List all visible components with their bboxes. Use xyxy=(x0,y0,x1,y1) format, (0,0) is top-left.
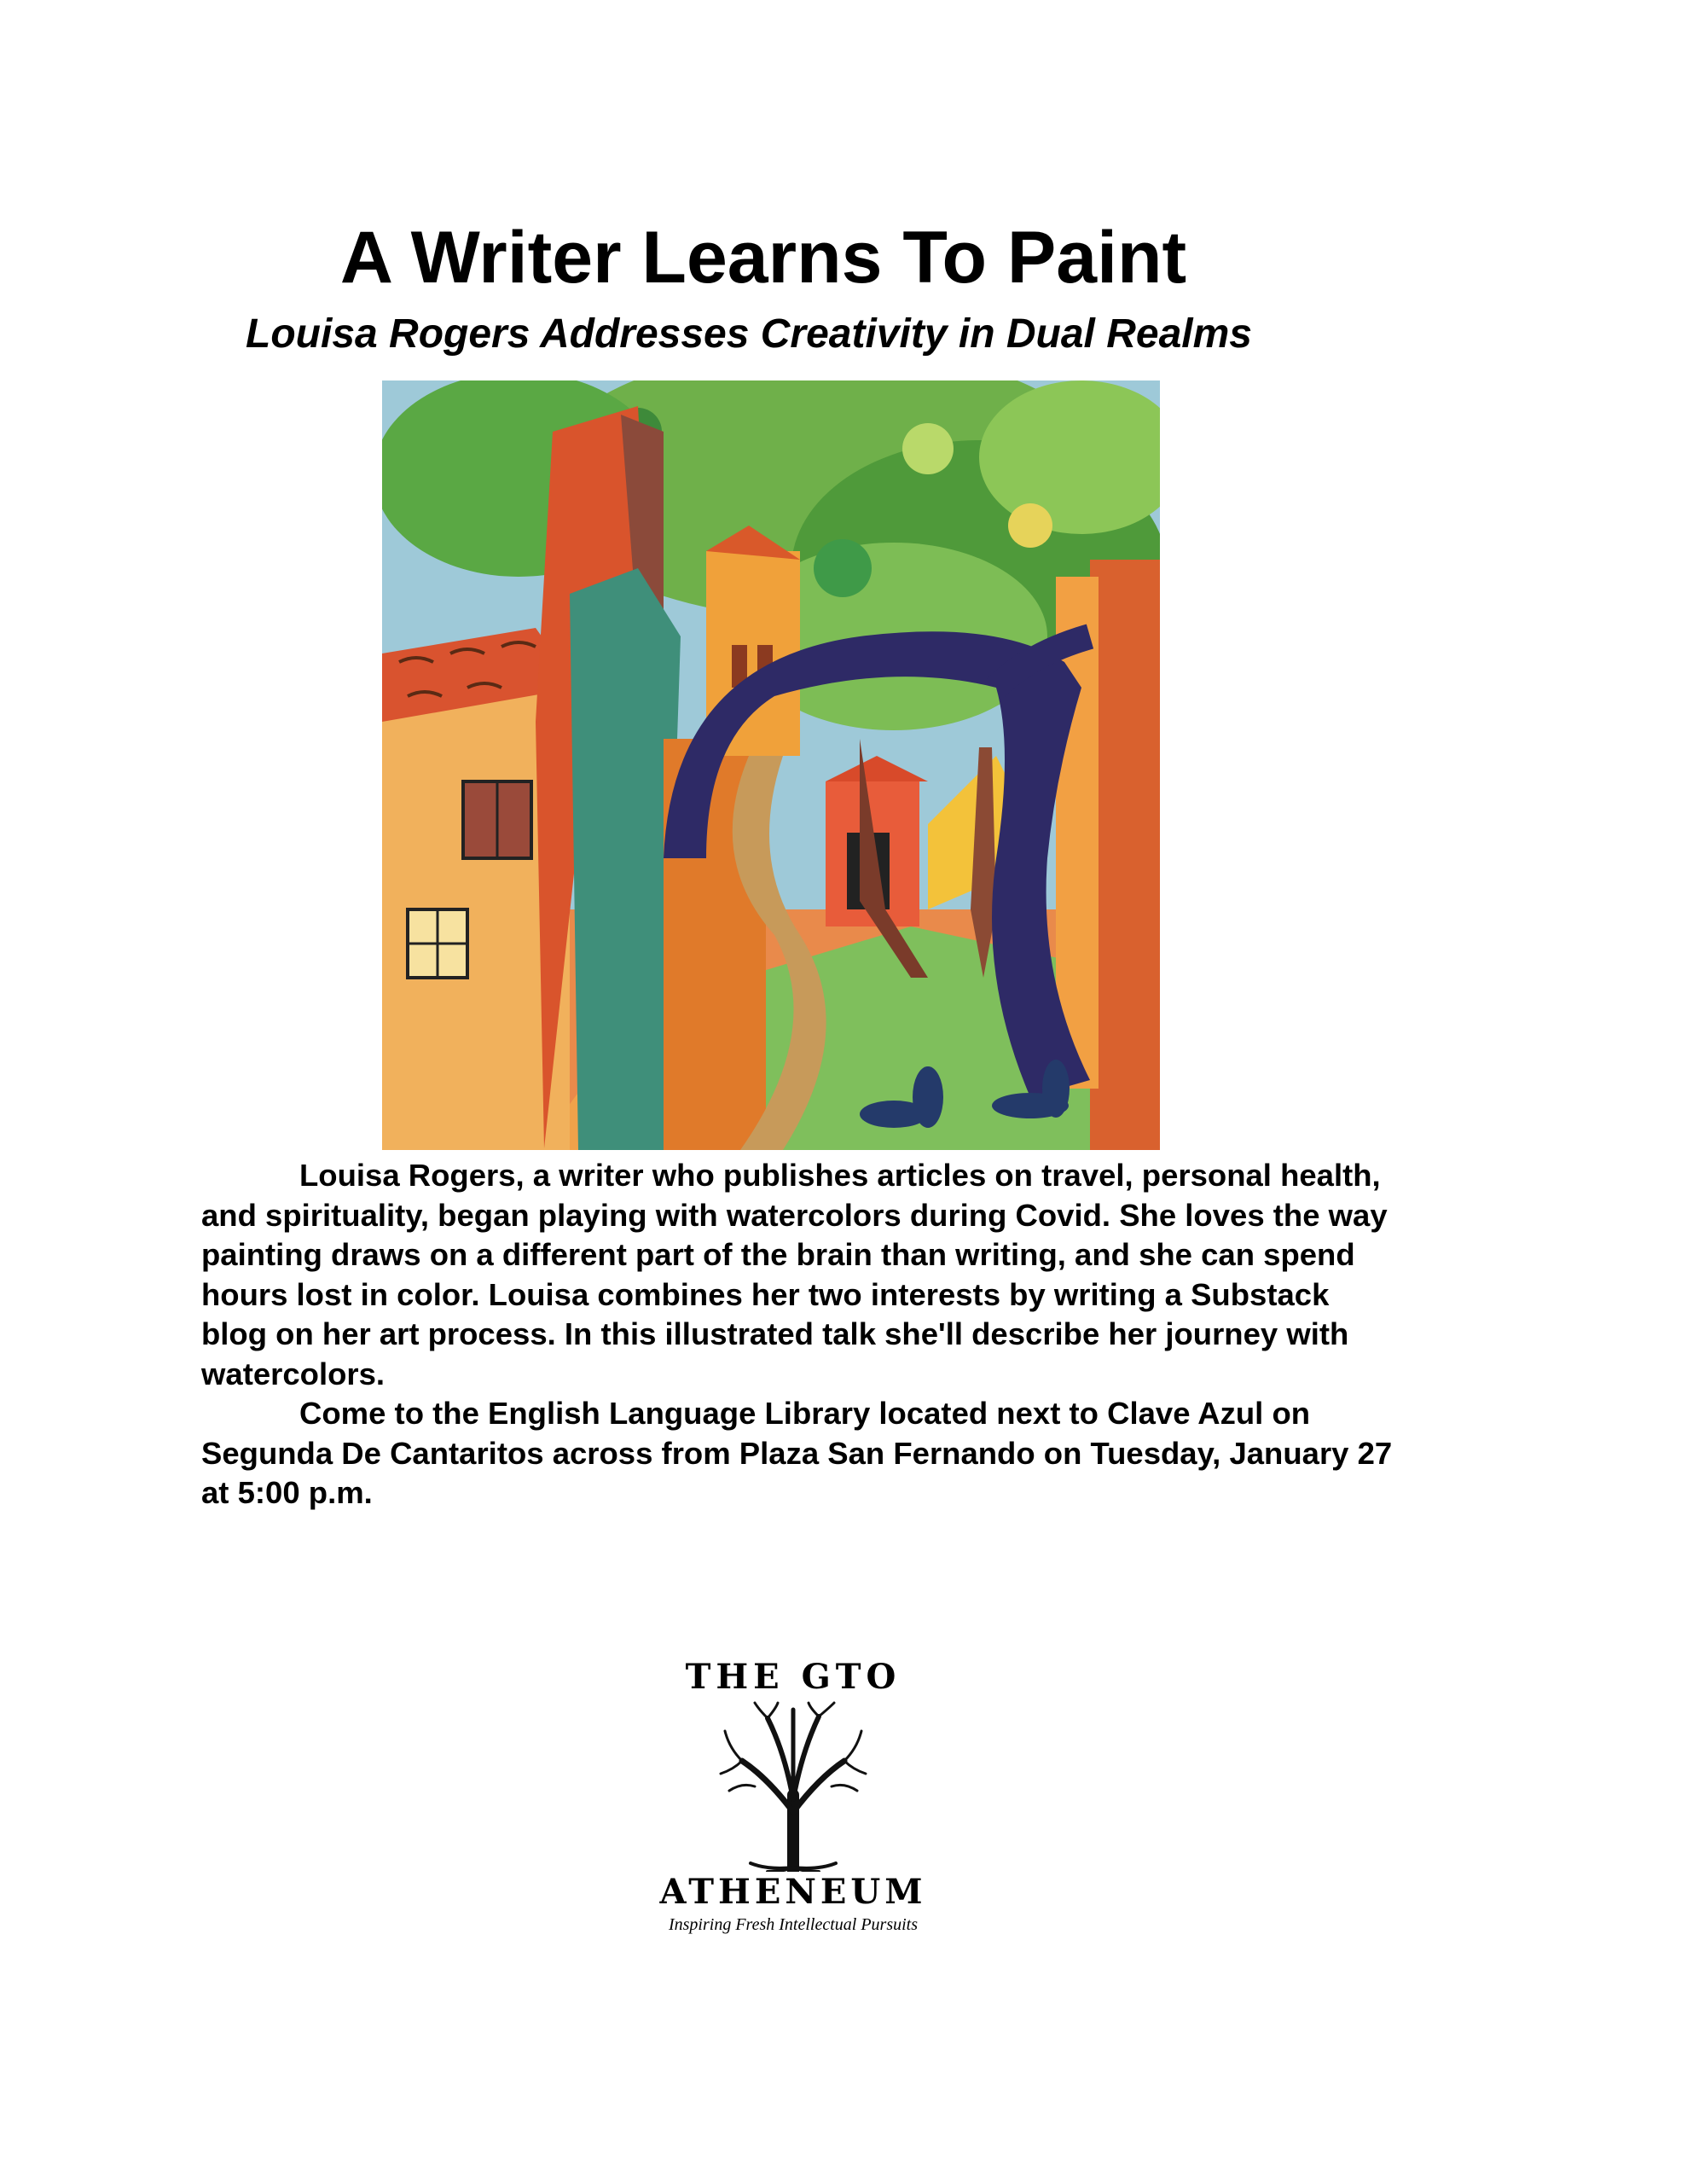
description-paragraph: Louisa Rogers, a writer who publishes articles on travel, personal health, and spirituality, began playing with watercolors during Covid. She loves the way painting draws on a different part of the brain than writing, and she can spend hours lost in color. Louisa combines her two interests by writing a Substack blog on her art process. In this illustrated talk she'll describe her journey with watercolors. xyxy=(201,1158,1388,1391)
logo-tagline: Inspiring Fresh Intellectual Pursuits xyxy=(668,1915,918,1934)
logo-bottom-text: ATHENEUM xyxy=(659,1872,927,1912)
watercolor-painting-image xyxy=(382,380,1160,1150)
event-description xyxy=(201,1156,1395,1513)
page-subtitle: Louisa Rogers Addresses Creativity in Dual Realms xyxy=(246,311,1252,357)
atheneum-logo xyxy=(614,1658,972,1949)
page-title: A Writer Learns To Paint xyxy=(339,217,1187,299)
logo-top-text: THE GTO xyxy=(685,1657,901,1697)
tree-icon xyxy=(716,1701,870,1872)
location-paragraph: Come to the English Language Library located next to Clave Azul on Segunda De Cantaritos across from Plaza San Fernando on Tuesday, January 27 at 5:00 p.m. xyxy=(201,1396,1393,1510)
